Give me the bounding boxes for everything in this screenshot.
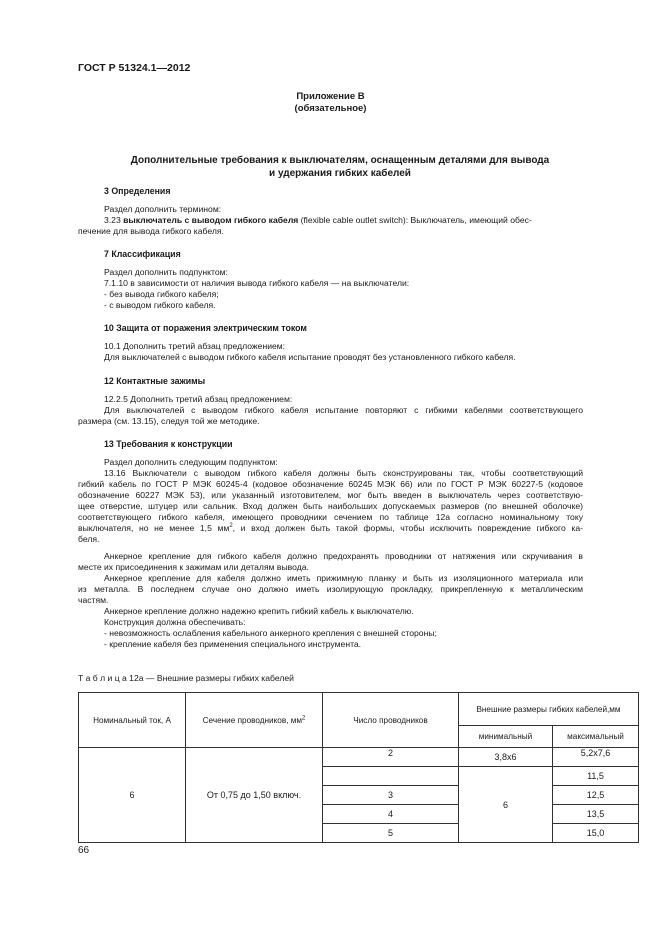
cell-count: 5 [323,824,459,843]
section-7-p3: - без вывода гибкого кабеля; [104,289,219,299]
section-13-p2-l3: обозначение 60227 МЭК 53), или указанный изготовителем, мог быть введен в выключатель через соответствую- [78,490,583,500]
section-13-p1: Раздел дополнить следующим подпунктом: [104,457,278,467]
section-3-p1: Раздел дополнить термином: [104,204,222,214]
section-7-p1: Раздел дополнить подпунктом: [104,267,228,277]
cell-current: 6 [79,748,186,843]
section-13-p5: Анкерное крепление должно надежно крепить гибкий кабель к выключателю. [104,606,414,616]
term-rest: (flexible cable outlet switch): Выключатель, имеющий обес- [298,215,532,225]
header-section-sup: 2 [302,714,306,721]
cell-max: 12,5 [553,786,639,805]
section-10-p1: 10.1 Дополнить третий абзац предложением: [104,341,286,351]
section-13-p4-l1: Анкерное крепление для кабеля должно иметь прижимную планку и быть из изоляционного материала или [104,573,583,583]
main-title-line2: и удержания гибких кабелей [269,168,411,179]
term-number: 3.23 [104,215,124,225]
header-dims: Внешние размеры гибких кабелей,мм [459,693,639,726]
section-3-term-cont: печение для вывода гибкого кабеля. [78,226,224,236]
section-13-p4-l3: частям. [78,595,109,605]
cell-min: 3,8х6 [459,748,553,767]
section-13-p4-l2: из металла. В последнем случае оно должно иметь изолирующую прокладку, прикрепленную к металлическим [78,584,583,594]
superscript: 2 [229,523,233,530]
section-13-p2-l7: беля. [78,534,100,544]
page-number: 66 [78,845,90,856]
cell-count: 2 [323,748,459,767]
header-section-text: Сечение проводников, мм [202,715,303,725]
section-13-p8: - крепление кабеля без применения специального инструмента. [104,639,362,649]
section-3-heading: 3 Определения [104,186,171,196]
header-current: Номинальный ток, А [79,693,186,748]
header-count: Число проводников [323,693,459,748]
section-13-p2-l1: 13.16 Выключатели с выводом гибкого кабеля должны быть сконструированы так, чтобы соответствующий [104,468,583,478]
section-12-p1: 12.2.5 Дополнить третий абзац предложением: [104,394,293,404]
cell-max: 13,5 [553,805,639,824]
cell-max: 5,2х7,6 [553,748,639,767]
section-7-p4: - с выводом гибкого кабеля. [104,300,216,310]
section-13-p2-l4: щее отверстие, штуцер или сальник. Вход должен быть наибольших допускаемых размеров (по внешней оболочке) [78,501,583,511]
header-max: максимальный [553,726,639,748]
section-7-p2: 7.1.10 в зависимости от наличия вывода гибкого кабеля — на выключатели: [104,278,410,288]
cell-max: 15,0 [553,824,639,843]
text-span: выключателя, но не менее 1,5 мм [78,523,230,533]
header-min: минимальный [459,726,553,748]
cell-min-merged: 6 [459,767,553,843]
text-span: , и вход должен быть такой формы, чтобы исключить повреждение гибкого ка- [232,523,583,533]
appendix-subtitle: (обязательное) [294,103,367,114]
section-10-p2: Для выключателей с выводом гибкого кабеля испытание проводят без установленного гибкого кабеля. [104,352,516,362]
section-12-heading: 12 Контактные зажимы [104,376,206,386]
section-13-p6: Конструкция должна обеспечивать: [104,617,246,627]
cable-dimensions-table [78,692,639,843]
header-section [186,693,323,748]
main-title-line1: Дополнительные требования к выключателям, оснащенным деталями для вывода [130,155,550,166]
term-bold: выключатель с выводом гибкого кабеля [123,215,299,225]
section-12-p2-l1: Для выключателей с выводом гибкого кабеля испытание повторяют с гибкими кабелями соответствующего [104,405,583,415]
section-13-p2-l2: гибкий кабель по ГОСТ Р МЭК 60245-4 (кодовое обозначение 60245 МЭК 66) или по ГОСТ Р МЭК 60227-5 (кодовое [78,479,583,489]
appendix-title: Приложение В [296,91,365,102]
section-13-p7: - невозможность ослабления кабельного анкерного крепления с внешней стороны; [104,628,437,638]
document-header: ГОСТ Р 51324.1—2012 [78,62,191,74]
main-title [90,154,590,180]
section-13-p2-l5: соответствующего гибкого кабеля, имеющего проводники сечением по таблице 12а согласно номинальному току [78,512,583,522]
section-7-heading: 7 Классификация [104,249,181,259]
cell-section: От 0,75 до 1,50 включ. [186,748,323,843]
section-13-heading: 13 Требования к конструкции [104,439,233,449]
section-13-p2-l6 [78,523,583,534]
section-13-p3-l1: Анкерное крепление для гибкого кабеля должно предохранять проводники от натяжения или скручивания в [104,551,583,561]
cell-count: 3 [323,786,459,805]
section-3-term [104,215,583,226]
table-caption: Т а б л и ц а 12а — Внешние размеры гибких кабелей [78,673,294,683]
section-13-p3-l2: месте их присоединения к зажимам или деталям вывода. [78,562,309,572]
cell-count: 4 [323,805,459,824]
section-10-heading: 10 Защита от поражения электрическим током [104,323,307,333]
cell-count [323,767,459,786]
cell-max: 11,5 [553,767,639,786]
section-12-p2-l2: размера (см. 13.15), следуя той же методике. [78,416,260,426]
